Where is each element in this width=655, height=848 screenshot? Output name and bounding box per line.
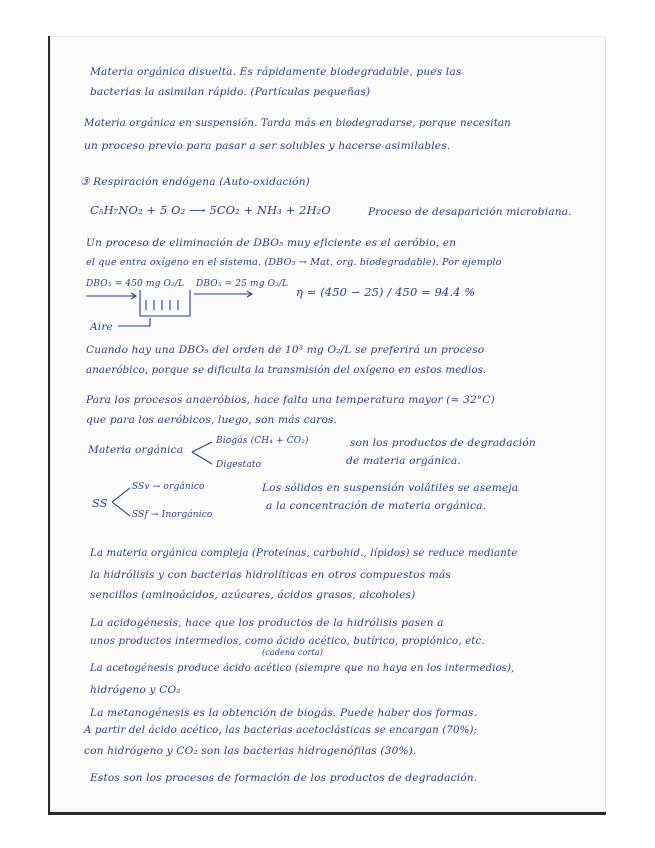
branch-item-biogas: Biogás (CH₄ + CO₂) xyxy=(216,436,309,446)
note-line: a la concentración de materia orgánica. xyxy=(266,500,487,512)
note-line: Los sólidos en suspensión volátiles se asemeja xyxy=(262,482,519,494)
note-annotation: (cadena corta) xyxy=(262,648,324,657)
efficiency-formula: η = (450 − 25) / 450 = 94.4 % xyxy=(296,285,476,299)
diagram-outlet-label: DBO₅ = 25 mg O₂/L xyxy=(196,279,289,289)
note-line: Para los procesos anaeróbios, hace falta una temperatura mayor (≈ 32°C) xyxy=(86,394,495,406)
note-line: bacterias la asimilan rápido. (Partículas pequeñas) xyxy=(90,86,371,98)
branch-item-fixed: SSf → Inorgánico xyxy=(132,510,213,520)
note-line: unos productos intermedios, como ácido acético, butírico, propiónico, etc. xyxy=(90,636,485,647)
branch-item-digestate: Digestato xyxy=(216,460,262,470)
diagram-inlet-label: DBO₅ = 450 mg O₂/L xyxy=(86,279,185,289)
note-line: Materia orgánica disuelta. Es rápidamente biodegradable, pues las xyxy=(90,66,462,78)
branch-root-label: Materia orgánica xyxy=(88,444,184,456)
branch-root-label: SS xyxy=(92,496,108,510)
note-line: A partir del ácido acético, las bacterias acetoclásticas se encargan (70%); xyxy=(84,725,478,736)
note-line: que para los aeróbicos, luego, son más caros. xyxy=(86,414,338,426)
note-line: sencillos (aminoácidos, azúcares, ácidos grasos, alcoholes) xyxy=(90,589,416,601)
note-line: Proceso de desaparición microbiana. xyxy=(368,206,572,218)
note-line: hidrógeno y CO₂ xyxy=(90,684,181,696)
section-heading: ③ Respiración endógena (Auto-oxidación) xyxy=(80,176,310,188)
note-line: Un proceso de eliminación de DBO₅ muy eficiente es el aeróbio, en xyxy=(86,237,457,249)
note-line: con hidrógeno y CO₂ son las bacterias hidrogenófilas (30%). xyxy=(84,745,417,757)
note-line: la hidrólisis y con bacterias hidrolíticas en otros compuestos más xyxy=(90,569,451,581)
note-line: Estos son los procesos de formación de los productos de degradación. xyxy=(90,772,478,784)
note-line: un proceso previo para pasar a ser solubles y hacerse asimilables. xyxy=(84,140,451,152)
note-line: el que entra oxígeno en el sistema. (DBO₅ → Mat. org. biodegradable). Por ejemplo xyxy=(86,257,502,268)
note-line: La metanogénesis es la obtención de biogás. Puede haber dos formas. xyxy=(90,707,478,719)
note-line: Materia orgánica en suspensión. Tarda más en biodegradarse, porque necesitan xyxy=(84,118,511,129)
diagram-air-label: Aire xyxy=(90,321,113,333)
note-line: anaeróbico, porque se dificulta la transmisión del oxígeno en estos medios. xyxy=(86,365,487,376)
note-line: La materia orgánica compleja (Proteínas, carbohid., lípidos) se reduce mediante xyxy=(90,548,518,559)
branch-item-volatile: SSv → orgánico xyxy=(132,482,205,492)
note-line: son los productos de degradación xyxy=(350,437,536,449)
equation: C₅H₇NO₂ + 5 O₂ ⟶ 5CO₂ + NH₃ + 2H₂O xyxy=(90,203,331,217)
note-line: La acetogénesis produce ácido acético (siempre que no haya en los intermedios), xyxy=(90,663,515,674)
note-line: La acidogénesis, hace que los productos de la hidrólisis pasen a xyxy=(90,617,444,629)
note-line: Cuando hay una DBO₅ del orden de 10³ mg O₂/L se preferirá un proceso xyxy=(86,344,485,356)
note-line: de materia orgánica. xyxy=(346,455,461,467)
